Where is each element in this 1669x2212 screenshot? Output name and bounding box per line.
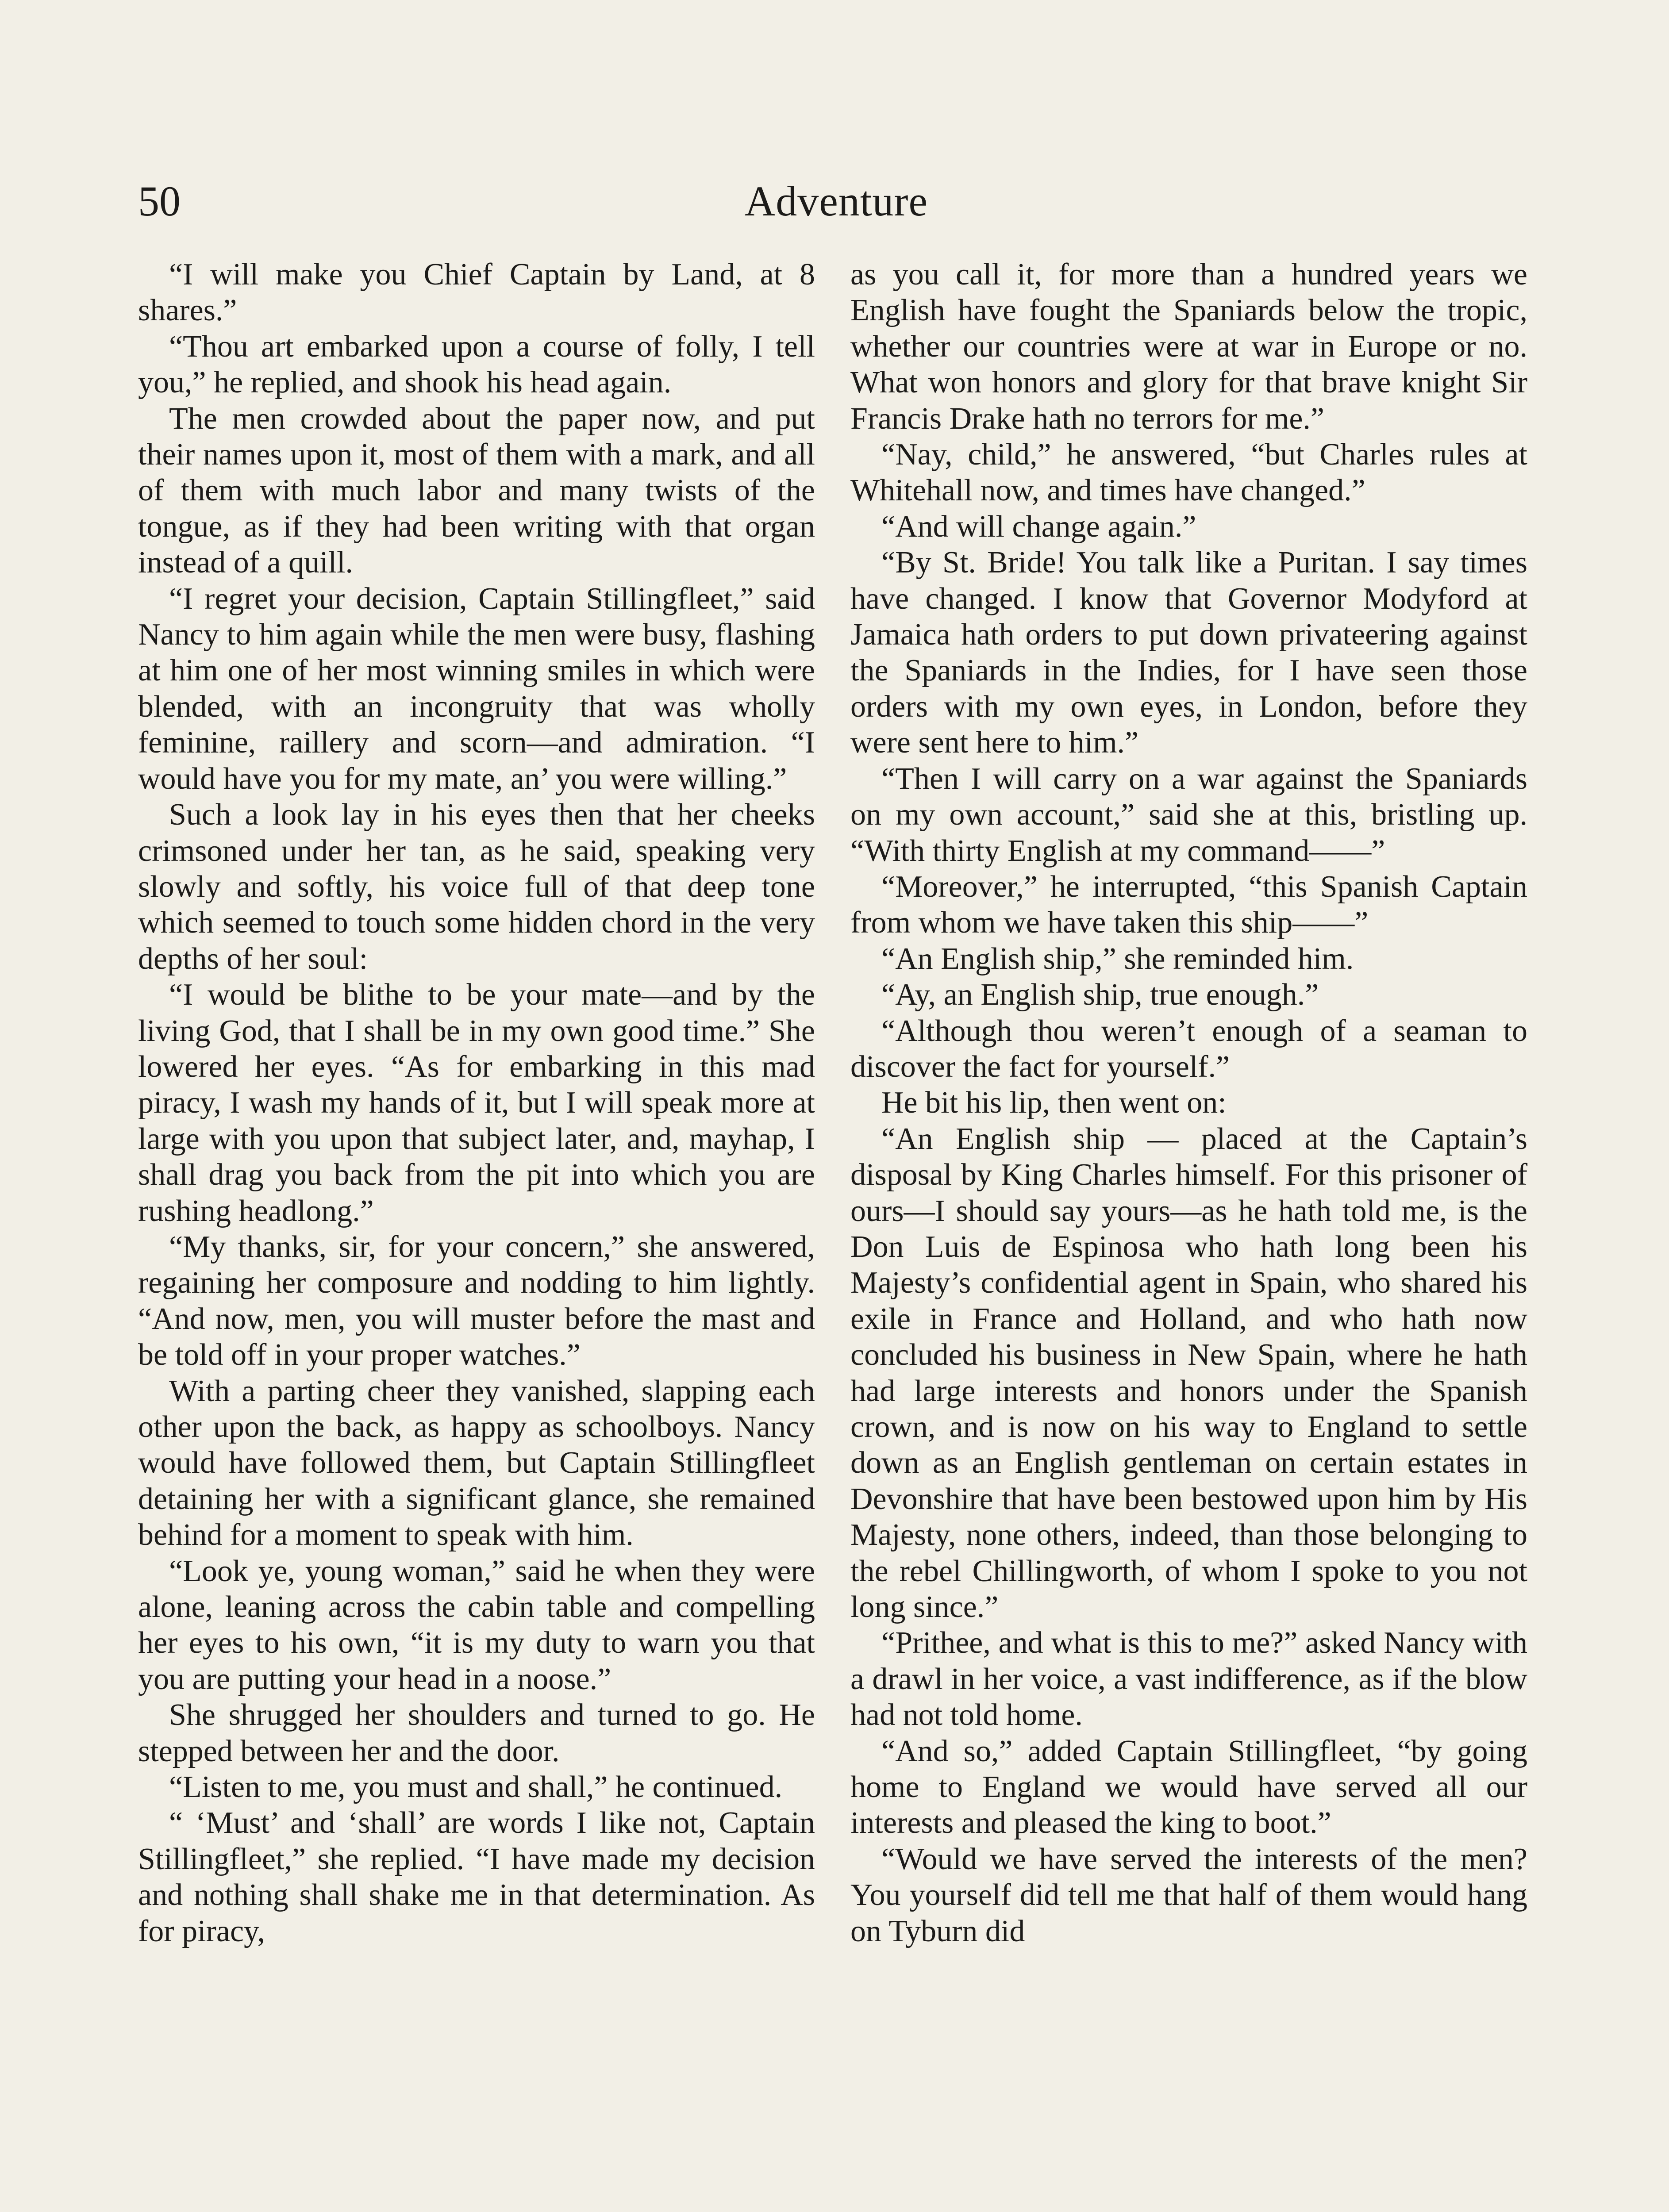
page-number: 50 xyxy=(138,177,181,225)
paragraph: “ ‘Must’ and ‘shall’ are words I like not, Captain Stillingfleet,” she replied. “I have made my decision and nothing shall shake me in that determination. As for piracy, xyxy=(138,1806,815,1948)
paragraph: “By St. Bride! You talk like a Puritan. I say times have changed. I know that Governor Modyford at Jamaica hath orders to put down privateering against the Spaniards in the Indies, for I have seen those orders with my own eyes, in London, before they were sent here to him.” xyxy=(850,545,1527,760)
paragraph: “I regret your decision, Captain Stillingfleet,” said Nancy to him again while the men were busy, flashing at him one of her most winning smiles in which were blended, with an incongruity that was wholly feminine, raillery and scorn—and admiration. “I would have you for my mate, an’ you were willing.” xyxy=(138,581,815,796)
paragraph: He bit his lip, then went on: xyxy=(881,1086,1227,1120)
text-columns xyxy=(138,257,1527,2212)
paragraph: “Would we have served the interests of the men? You yourself did tell me that half of them would hang on Tyburn did xyxy=(850,1842,1527,1948)
paragraph: “Prithee, and what is this to me?” asked Nancy with a drawl in her voice, a vast indifference, as if the blow had not told home. xyxy=(850,1626,1527,1732)
running-title: Adventure xyxy=(744,177,928,225)
paragraph: “An English ship,” she reminded him. xyxy=(881,941,1354,976)
paragraph: “Moreover,” he interrupted, “this Spanish Captain from whom we have taken this ship——” xyxy=(850,869,1527,940)
paragraph: Such a look lay in his eyes then that her cheeks crimsoned under her tan, as he said, speaking very slowly and softly, his voice full of that deep tone which seemed to touch some hidden chord in the very depths of her soul: xyxy=(138,798,815,976)
paragraph: “Ay, an English ship, true enough.” xyxy=(881,978,1319,1012)
paragraph: “An English ship — placed at the Captain’s disposal by King Charles himself. For this prisoner of ours—I should say yours—as he hath told me, is the Don Luis de Espinosa who hath long been his Majesty’s confidential agent in Spain, who shared his exile in France and Holland, and who hath now concluded his business in New Spain, where he hath had large interests and honors under the Spanish crown, and is now on his way to England to settle down as an English gentleman on certain estates in Devonshire that have been bestowed upon him by His Majesty, none others, indeed, than those belonging to the rebel Chillingworth, of whom I spoke to you not long since.” xyxy=(850,1121,1527,1624)
paragraph: With a parting cheer they vanished, slapping each other upon the back, as happy as schoolboys. Nancy would have followed them, but Captain Stillingfleet detaining her with a significant glance, she remained behind for a moment to speak with him. xyxy=(138,1374,815,1552)
paragraph: The men crowded about the paper now, and put their names upon it, most of them with a mark, and all of them with much labor and many twists of the tongue, as if they had been writing with that organ instead of a quill. xyxy=(138,401,815,580)
right-column xyxy=(850,257,1527,1949)
paragraph: “Then I will carry on a war against the Spaniards on my own account,” said she at this, bristling up. “With thirty English at my command——” xyxy=(850,761,1527,868)
paragraph: “And so,” added Captain Stillingfleet, “by going home to England we would have served all our interests and pleased the king to boot.” xyxy=(850,1734,1527,1840)
paragraph: “And will change again.” xyxy=(881,509,1196,544)
paragraph: “My thanks, sir, for your concern,” she answered, regaining her composure and nodding to him lightly. “And now, men, you will muster before the mast and be told off in your proper watches.” xyxy=(138,1229,815,1372)
paragraph: “I will make you Chief Captain by Land, at 8 shares.” xyxy=(138,257,815,328)
paragraph: “Look ye, young woman,” said he when they were alone, leaning across the cabin table and compelling her eyes to his own, “it is my duty to warn you that you are putting your head in a noose.” xyxy=(138,1554,815,1696)
paragraph: She shrugged her shoulders and turned to go. He stepped between her and the door. xyxy=(138,1698,815,1768)
paragraph-continuation: as you call it, for more than a hundred years we English have fought the Spaniards below the tropic, whether our countries were at war in Europe or no. What won honors and glory for that brave knight Sir Francis Drake hath no terrors for me.” xyxy=(850,257,1527,436)
page-header xyxy=(133,168,1540,234)
paragraph: “Listen to me, you must and shall,” he continued. xyxy=(169,1770,783,1805)
paragraph: “Nay, child,” he answered, “but Charles rules at Whitehall now, and times have changed.” xyxy=(850,438,1527,508)
paragraph: “Thou art embarked upon a course of folly, I tell you,” he replied, and shook his head again. xyxy=(138,329,815,400)
paragraph: “I would be blithe to be your mate—and by the living God, that I shall be in my own good time.” She lowered her eyes. “As for embarking in this mad piracy, I wash my hands of it, but I will speak more at large with you upon that subject later, and, mayhap, I shall drag you back from the pit into which you are rushing headlong.” xyxy=(138,978,815,1228)
paragraph: “Although thou weren’t enough of a seaman to discover the fact for yourself.” xyxy=(850,1014,1527,1084)
left-column xyxy=(138,257,815,1949)
